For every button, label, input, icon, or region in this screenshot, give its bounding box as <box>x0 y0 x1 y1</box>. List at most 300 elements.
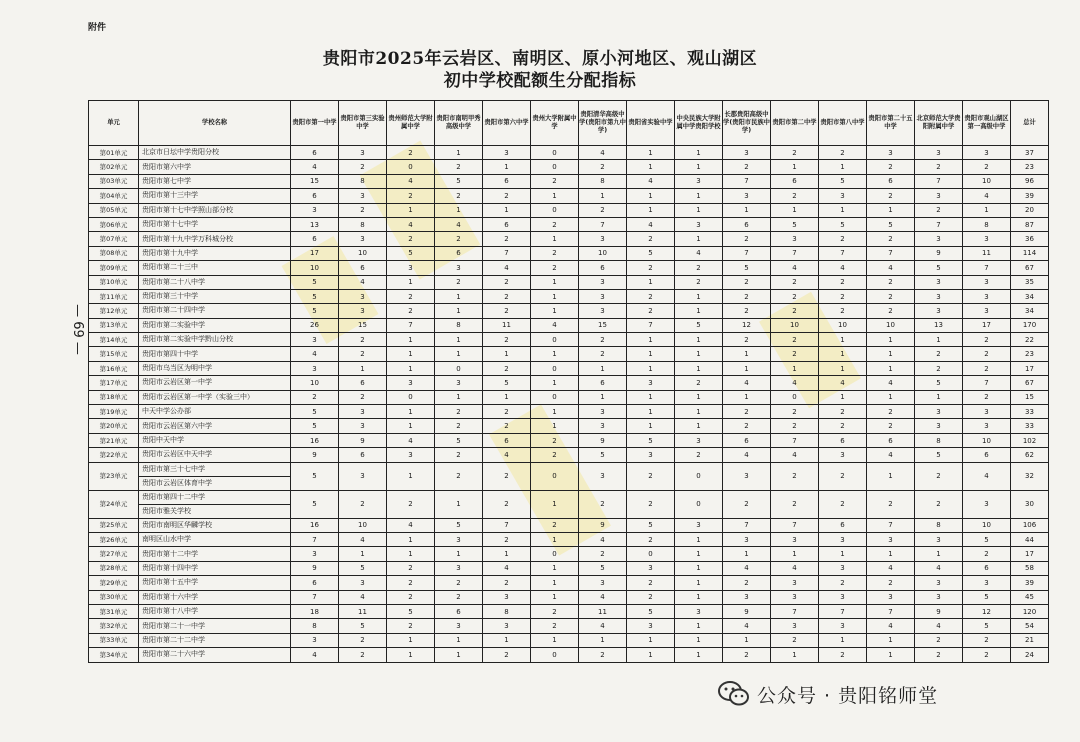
total-cell: 22 <box>1011 333 1049 347</box>
school-name: 贵阳市第十七中学 <box>142 220 198 229</box>
quota-cell: 6 <box>867 433 915 447</box>
quota-cell: 4 <box>867 376 915 390</box>
quota-cell: 9 <box>579 518 627 532</box>
quota-cell: 4 <box>291 648 339 662</box>
quota-cell: 2 <box>771 462 819 490</box>
table-row <box>89 160 1049 174</box>
quota-cell: 3 <box>339 419 387 433</box>
quota-cell: 2 <box>771 333 819 347</box>
quota-cell: 8 <box>579 174 627 188</box>
quota-cell: 2 <box>579 547 627 561</box>
quota-cell: 1 <box>627 405 675 419</box>
quota-cell: 2 <box>867 405 915 419</box>
quota-cell: 2 <box>819 648 867 662</box>
quota-cell: 5 <box>963 532 1011 546</box>
quota-cell: 1 <box>867 203 915 217</box>
quota-cell: 2 <box>483 304 531 318</box>
quota-cell: 2 <box>387 490 435 518</box>
quota-cell: 0 <box>675 462 723 490</box>
quota-cell: 15 <box>339 318 387 332</box>
quota-cell: 4 <box>723 561 771 575</box>
quota-cell: 10 <box>963 518 1011 532</box>
quota-cell: 9 <box>579 433 627 447</box>
quota-cell: 2 <box>675 376 723 390</box>
quota-cell: 4 <box>483 561 531 575</box>
quota-cell: 0 <box>627 547 675 561</box>
quota-cell: 11 <box>963 246 1011 260</box>
quota-cell: 2 <box>435 448 483 462</box>
quota-cell: 2 <box>915 347 963 361</box>
school-cell <box>139 304 291 318</box>
unit-cell: 第16单元 <box>89 361 139 375</box>
quota-cell: 3 <box>867 590 915 604</box>
quota-cell: 4 <box>723 376 771 390</box>
quota-cell: 3 <box>963 419 1011 433</box>
quota-cell: 2 <box>483 289 531 303</box>
school-name: 贵阳市第十八中学 <box>142 607 198 616</box>
school-cell <box>139 462 291 490</box>
quota-cell: 3 <box>483 146 531 160</box>
quota-cell: 2 <box>339 390 387 404</box>
quota-cell: 6 <box>291 576 339 590</box>
quota-cell: 2 <box>771 405 819 419</box>
wechat-icon <box>718 680 750 708</box>
quota-cell: 1 <box>675 333 723 347</box>
quota-cell: 1 <box>387 648 435 662</box>
quota-cell: 3 <box>675 217 723 231</box>
quota-cell: 1 <box>387 275 435 289</box>
quota-cell: 1 <box>627 347 675 361</box>
school-name: 贵阳市第十七中学照山部分校 <box>142 205 233 214</box>
quota-cell: 3 <box>627 448 675 462</box>
quota-cell: 3 <box>963 275 1011 289</box>
school-name: 贵阳市第十三中学 <box>142 191 198 200</box>
quota-cell: 3 <box>675 174 723 188</box>
quota-cell: 2 <box>435 590 483 604</box>
quota-cell: 5 <box>483 376 531 390</box>
quota-cell: 2 <box>579 347 627 361</box>
quota-cell: 3 <box>339 462 387 490</box>
unit-cell: 第27单元 <box>89 547 139 561</box>
school-cell <box>139 405 291 419</box>
quota-cell: 1 <box>819 347 867 361</box>
quota-cell: 2 <box>867 576 915 590</box>
quota-cell: 1 <box>483 160 531 174</box>
quota-cell: 5 <box>915 376 963 390</box>
table-row <box>89 547 1049 561</box>
quota-cell: 2 <box>963 633 1011 647</box>
quota-cell: 2 <box>675 275 723 289</box>
quota-cell: 1 <box>771 361 819 375</box>
quota-cell: 4 <box>627 217 675 231</box>
school-name: 贵阳市第十五中学 <box>142 578 198 587</box>
total-cell: 67 <box>1011 376 1049 390</box>
quota-cell: 3 <box>339 405 387 419</box>
quota-cell: 2 <box>915 648 963 662</box>
quota-cell: 1 <box>627 275 675 289</box>
quota-cell: 16 <box>291 433 339 447</box>
quota-cell: 0 <box>531 547 579 561</box>
school-name: 贵阳市云岩区第六中学 <box>142 421 212 430</box>
quota-cell: 6 <box>291 146 339 160</box>
unit-cell: 第32单元 <box>89 619 139 633</box>
school-name: 贵阳市第十九中学 <box>142 248 198 257</box>
quota-cell: 8 <box>339 217 387 231</box>
quota-cell: 2 <box>867 490 915 518</box>
quota-cell: 8 <box>435 318 483 332</box>
column-header: 单元 <box>89 101 139 146</box>
table-row <box>89 433 1049 447</box>
school-cell <box>139 518 291 532</box>
quota-cell: 2 <box>339 160 387 174</box>
quota-cell: 2 <box>483 275 531 289</box>
quota-cell: 0 <box>531 648 579 662</box>
quota-cell: 2 <box>435 189 483 203</box>
school-name: 南明区山水中学 <box>142 535 191 544</box>
quota-cell: 1 <box>531 576 579 590</box>
quota-cell: 6 <box>819 433 867 447</box>
quota-cell: 2 <box>963 160 1011 174</box>
school-cell <box>139 561 291 575</box>
quota-cell: 2 <box>771 275 819 289</box>
quota-cell: 2 <box>819 232 867 246</box>
quota-cell: 1 <box>531 532 579 546</box>
column-header: 贵阳市第八中学 <box>819 101 867 146</box>
quota-cell: 5 <box>675 318 723 332</box>
quota-cell: 2 <box>387 576 435 590</box>
quota-cell: 5 <box>963 619 1011 633</box>
school-cell <box>139 648 291 662</box>
quota-cell: 0 <box>531 390 579 404</box>
unit-cell: 第12单元 <box>89 304 139 318</box>
school-name: 贵阳市雅关学校 <box>142 506 191 515</box>
quota-cell: 4 <box>723 448 771 462</box>
quota-cell: 1 <box>387 333 435 347</box>
quota-cell: 7 <box>771 433 819 447</box>
total-cell: 62 <box>1011 448 1049 462</box>
quota-cell: 2 <box>723 160 771 174</box>
quota-cell: 4 <box>483 448 531 462</box>
quota-cell: 10 <box>867 318 915 332</box>
total-cell: 17 <box>1011 547 1049 561</box>
total-cell: 23 <box>1011 347 1049 361</box>
quota-cell: 3 <box>627 561 675 575</box>
quota-cell: 3 <box>723 532 771 546</box>
total-cell: 39 <box>1011 576 1049 590</box>
quota-cell: 2 <box>819 576 867 590</box>
quota-cell: 2 <box>723 275 771 289</box>
quota-cell: 2 <box>483 419 531 433</box>
quota-cell: 2 <box>387 232 435 246</box>
quota-cell: 2 <box>627 289 675 303</box>
school-name: 贵阳市第四十二中学 <box>139 491 290 505</box>
quota-cell: 3 <box>291 547 339 561</box>
quota-cell: 1 <box>531 490 579 518</box>
quota-cell: 2 <box>867 289 915 303</box>
quota-cell: 2 <box>627 304 675 318</box>
table-row <box>89 246 1049 260</box>
quota-cell: 10 <box>963 433 1011 447</box>
total-cell: 96 <box>1011 174 1049 188</box>
quota-cell: 0 <box>675 490 723 518</box>
quota-cell: 1 <box>627 203 675 217</box>
quota-cell: 4 <box>675 246 723 260</box>
unit-cell: 第24单元 <box>89 490 139 518</box>
total-cell: 23 <box>1011 160 1049 174</box>
quota-cell: 1 <box>627 333 675 347</box>
school-cell <box>139 448 291 462</box>
total-cell: 33 <box>1011 419 1049 433</box>
quota-cell: 2 <box>867 232 915 246</box>
quota-cell: 17 <box>291 246 339 260</box>
column-header: 贵阳省实验中学 <box>627 101 675 146</box>
quota-cell: 2 <box>627 462 675 490</box>
unit-cell: 第06单元 <box>89 217 139 231</box>
unit-cell: 第15单元 <box>89 347 139 361</box>
quota-cell: 2 <box>531 619 579 633</box>
quota-cell: 5 <box>627 246 675 260</box>
quota-cell: 1 <box>675 146 723 160</box>
attachment-label: 附件 <box>88 23 107 33</box>
quota-cell: 6 <box>435 246 483 260</box>
quota-cell: 7 <box>723 174 771 188</box>
unit-cell: 第23单元 <box>89 462 139 490</box>
quota-cell: 1 <box>627 633 675 647</box>
quota-cell: 4 <box>579 146 627 160</box>
quota-cell: 2 <box>771 289 819 303</box>
total-cell: 32 <box>1011 462 1049 490</box>
quota-cell: 1 <box>867 347 915 361</box>
quota-cell: 5 <box>915 448 963 462</box>
quota-cell: 2 <box>339 347 387 361</box>
quota-cell: 2 <box>435 405 483 419</box>
unit-cell: 第09单元 <box>89 261 139 275</box>
quota-cell: 3 <box>339 232 387 246</box>
table-row <box>89 462 1049 490</box>
quota-cell: 3 <box>339 304 387 318</box>
quota-cell: 4 <box>771 561 819 575</box>
quota-cell: 2 <box>435 419 483 433</box>
quota-cell: 1 <box>819 160 867 174</box>
quota-cell: 1 <box>675 419 723 433</box>
quota-cell: 13 <box>915 318 963 332</box>
unit-cell: 第29单元 <box>89 576 139 590</box>
quota-cell: 1 <box>435 203 483 217</box>
quota-cell: 2 <box>579 203 627 217</box>
quota-cell: 1 <box>387 419 435 433</box>
quota-cell: 2 <box>483 333 531 347</box>
quota-cell: 0 <box>531 361 579 375</box>
school-name: 贵阳市第十九中学万科城分校 <box>142 234 233 243</box>
quota-cell: 2 <box>915 462 963 490</box>
column-header: 贵阳清华高级中学(贵阳市第九中学) <box>579 101 627 146</box>
quota-cell: 3 <box>723 146 771 160</box>
quota-cell: 6 <box>339 376 387 390</box>
quota-cell: 1 <box>483 347 531 361</box>
quota-cell: 1 <box>435 347 483 361</box>
quota-cell: 18 <box>291 604 339 618</box>
quota-cell: 1 <box>819 361 867 375</box>
quota-cell: 2 <box>387 146 435 160</box>
quota-cell: 3 <box>435 261 483 275</box>
quota-cell: 1 <box>675 648 723 662</box>
quota-cell: 3 <box>771 576 819 590</box>
unit-cell: 第26单元 <box>89 532 139 546</box>
quota-cell: 2 <box>531 604 579 618</box>
quota-cell: 4 <box>867 619 915 633</box>
school-cell <box>139 532 291 546</box>
total-cell: 45 <box>1011 590 1049 604</box>
quota-cell: 1 <box>819 333 867 347</box>
quota-cell: 2 <box>339 333 387 347</box>
quota-cell: 3 <box>579 576 627 590</box>
quota-cell: 2 <box>483 232 531 246</box>
quota-cell: 9 <box>915 604 963 618</box>
quota-cell: 1 <box>819 203 867 217</box>
quota-cell: 2 <box>771 146 819 160</box>
quota-cell: 2 <box>963 333 1011 347</box>
table-row <box>89 532 1049 546</box>
quota-cell: 4 <box>579 590 627 604</box>
total-cell: 20 <box>1011 203 1049 217</box>
quota-cell: 2 <box>771 490 819 518</box>
quota-cell: 6 <box>819 518 867 532</box>
school-name: 贵阳市第二十二中学 <box>142 635 205 644</box>
quota-cell: 0 <box>531 462 579 490</box>
school-cell <box>139 490 291 518</box>
quota-cell: 7 <box>771 518 819 532</box>
quota-cell: 1 <box>963 203 1011 217</box>
quota-cell: 2 <box>723 490 771 518</box>
quota-cell: 4 <box>435 217 483 231</box>
school-name: 贵阳市云岩区第一中学（实验三中） <box>142 392 254 401</box>
table-row <box>89 561 1049 575</box>
school-name: 贵阳市第二十三中 <box>142 263 198 272</box>
quota-cell: 1 <box>531 561 579 575</box>
column-header: 贵阳市第一中学 <box>291 101 339 146</box>
quota-cell: 3 <box>723 189 771 203</box>
quota-cell: 1 <box>915 547 963 561</box>
quota-cell: 15 <box>579 318 627 332</box>
quota-cell: 7 <box>579 217 627 231</box>
quota-cell: 8 <box>915 518 963 532</box>
quota-cell: 3 <box>963 405 1011 419</box>
quota-cell: 3 <box>819 532 867 546</box>
quota-cell: 8 <box>291 619 339 633</box>
quota-cell: 1 <box>627 189 675 203</box>
quota-cell: 3 <box>819 189 867 203</box>
quota-cell: 3 <box>915 275 963 289</box>
quota-cell: 1 <box>531 347 579 361</box>
table-row <box>89 189 1049 203</box>
quota-cell: 2 <box>483 490 531 518</box>
quota-cell: 2 <box>627 232 675 246</box>
school-name: 贵阳市第三十中学 <box>142 292 198 301</box>
quota-cell: 2 <box>483 462 531 490</box>
quota-cell: 1 <box>675 576 723 590</box>
unit-cell: 第31单元 <box>89 604 139 618</box>
quota-cell: 1 <box>435 289 483 303</box>
unit-cell: 第22单元 <box>89 448 139 462</box>
quota-cell: 1 <box>867 462 915 490</box>
quota-cell: 6 <box>963 561 1011 575</box>
quota-cell: 3 <box>579 232 627 246</box>
quota-cell: 6 <box>723 217 771 231</box>
quota-cell: 1 <box>627 419 675 433</box>
quota-cell: 2 <box>771 419 819 433</box>
quota-cell: 1 <box>387 405 435 419</box>
quota-cell: 1 <box>675 361 723 375</box>
quota-cell: 3 <box>675 518 723 532</box>
quota-cell: 3 <box>291 333 339 347</box>
page-number: — 69 — <box>69 304 85 355</box>
school-cell <box>139 333 291 347</box>
quota-cell: 0 <box>387 160 435 174</box>
quota-cell: 2 <box>579 648 627 662</box>
quota-cell: 5 <box>867 217 915 231</box>
quota-cell: 4 <box>915 619 963 633</box>
quota-cell: 2 <box>483 189 531 203</box>
quota-cell: 3 <box>771 619 819 633</box>
quota-cell: 3 <box>627 376 675 390</box>
total-cell: 67 <box>1011 261 1049 275</box>
quota-cell: 1 <box>435 633 483 647</box>
quota-cell: 5 <box>387 246 435 260</box>
total-cell: 37 <box>1011 146 1049 160</box>
quota-cell: 2 <box>723 405 771 419</box>
quota-cell: 12 <box>723 318 771 332</box>
quota-cell: 3 <box>483 619 531 633</box>
table-row <box>89 604 1049 618</box>
quota-cell: 3 <box>387 448 435 462</box>
school-cell <box>139 146 291 160</box>
quota-cell: 2 <box>435 576 483 590</box>
quota-cell: 3 <box>867 532 915 546</box>
quota-cell: 5 <box>291 405 339 419</box>
quota-cell: 3 <box>435 532 483 546</box>
quota-cell: 26 <box>291 318 339 332</box>
table-row <box>89 490 1049 518</box>
school-cell <box>139 590 291 604</box>
table-row <box>89 619 1049 633</box>
quota-cell: 3 <box>579 275 627 289</box>
unit-cell: 第28单元 <box>89 561 139 575</box>
quota-cell: 4 <box>867 448 915 462</box>
quota-cell: 4 <box>963 462 1011 490</box>
quota-cell: 9 <box>339 433 387 447</box>
school-cell <box>139 289 291 303</box>
quota-cell: 0 <box>771 390 819 404</box>
quota-cell: 2 <box>531 246 579 260</box>
total-cell: 114 <box>1011 246 1049 260</box>
quota-cell: 1 <box>579 189 627 203</box>
quota-cell: 6 <box>339 448 387 462</box>
table-row <box>89 347 1049 361</box>
quota-cell: 8 <box>339 174 387 188</box>
unit-cell: 第03单元 <box>89 174 139 188</box>
table-row <box>89 590 1049 604</box>
quota-cell: 4 <box>387 433 435 447</box>
school-name: 贵阳市第十四中学 <box>142 563 198 572</box>
school-cell <box>139 376 291 390</box>
quota-cell: 3 <box>819 590 867 604</box>
quota-cell: 2 <box>387 590 435 604</box>
school-name: 北京市日坛中学贵阳分校 <box>142 148 219 157</box>
quota-cell: 5 <box>291 462 339 490</box>
table-row <box>89 217 1049 231</box>
total-cell: 21 <box>1011 633 1049 647</box>
quota-cell: 2 <box>627 532 675 546</box>
